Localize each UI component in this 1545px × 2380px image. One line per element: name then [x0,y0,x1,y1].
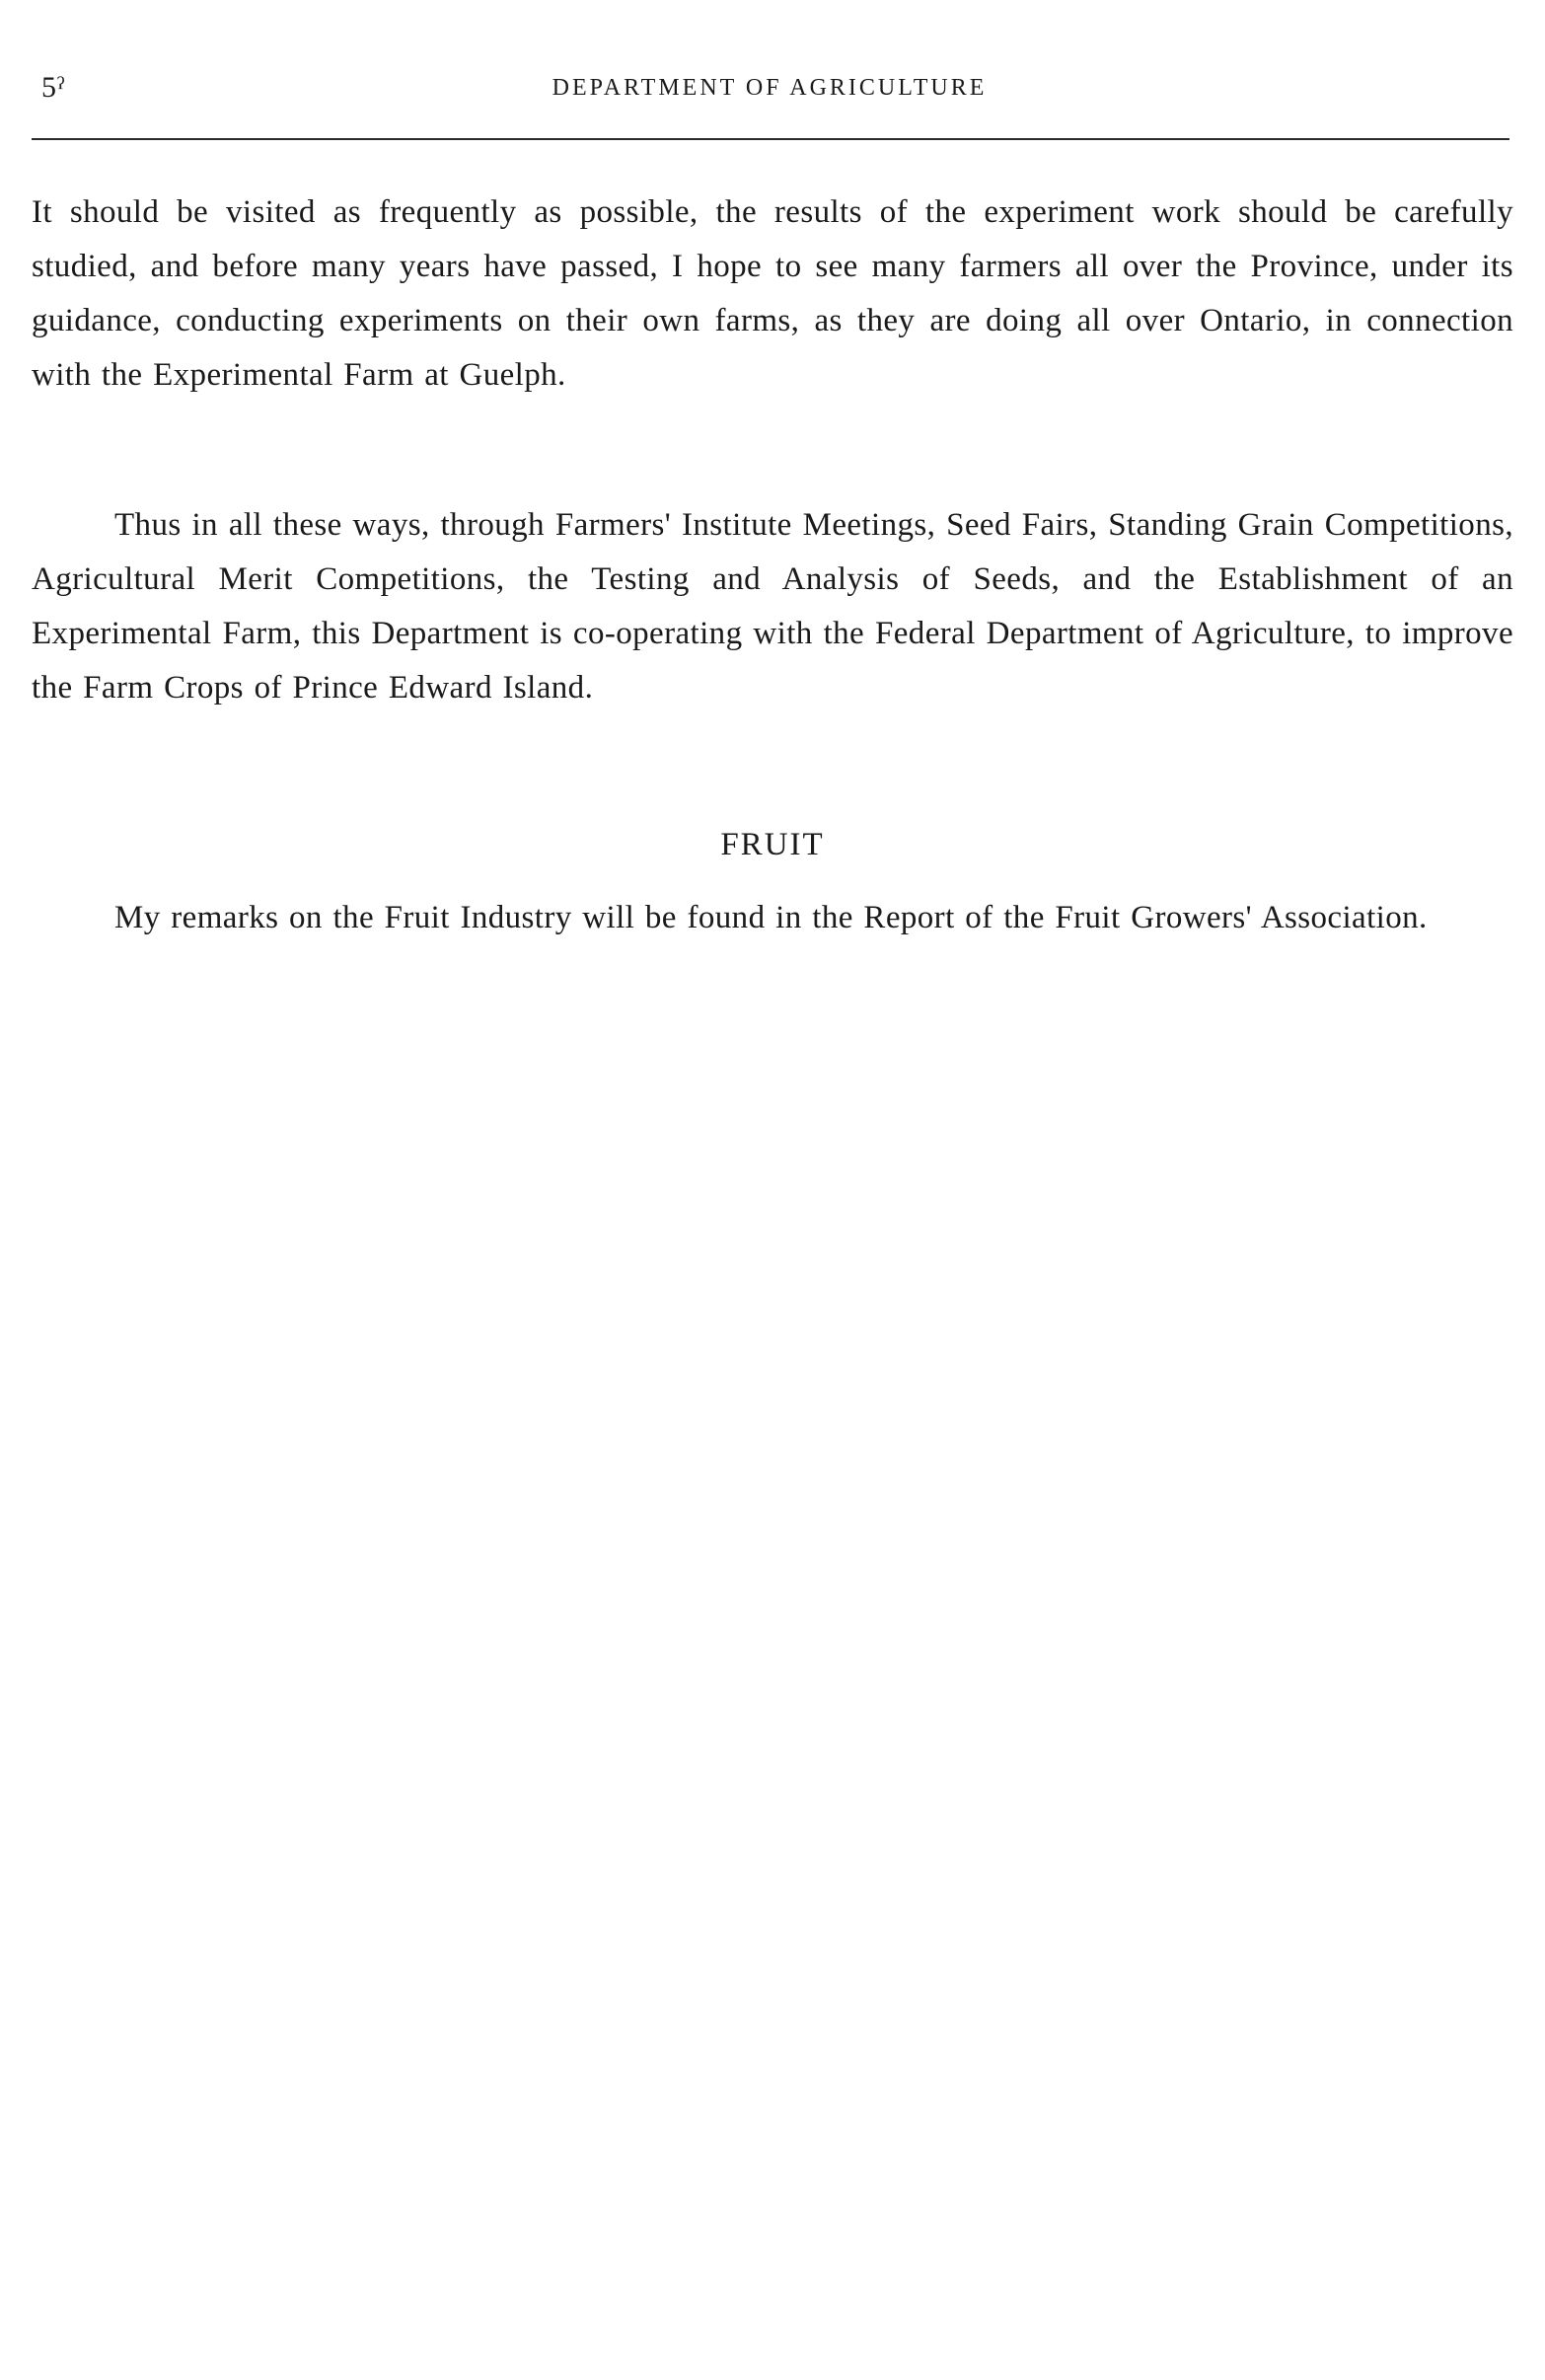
body-paragraph-2: Thus in all these ways, through Farmers' Institute Meetings, Seed Fairs, Standing Grain Competitions, Agricultural Merit Competitions, the Testing and Analysis of Seeds, and the Establishment of an Experimental Farm, this Department is co-operating with the Federal Department of Agriculture, to improve the Farm Crops of Prince Edward Island. [32,507,1513,706]
body-paragraph-1: It should be visited as frequently as possible, the results of the experiment work should be carefully studied, and before many years have passed, I hope to see many farmers all over the Province, under its guidance, conducting experiments on their own farms, as they are doing all over Ontario, in connection with the Experimental Farm at Guelph. [32,194,1513,393]
section-heading-fruit: FRUIT [720,827,825,862]
page-number: 5ˀ [41,71,66,104]
running-title: DEPARTMENT OF AGRICULTURE [552,75,988,101]
header-rule [32,138,1509,140]
page-header [30,67,1509,107]
body-paragraph-3: My remarks on the Fruit Industry will be found in the Report of the Fruit Growers' Association. [114,900,1428,935]
